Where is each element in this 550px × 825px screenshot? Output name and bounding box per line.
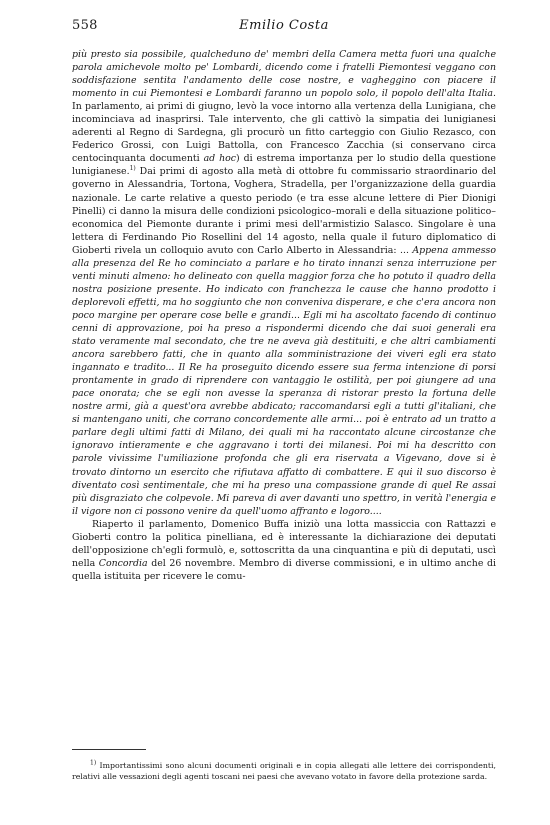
text-segment: Riaperto il parlamento, Domenico Buffa iniziò una lotta massiccia con Rattazzi e Gioberti contro la politica pinelliana, ed è interessante la dichiarazione dei deputati dell'opposizione ch'egli formulò, e, sottoscritta da una cinquantina e più di deputati, uscì nella	[72, 518, 496, 569]
text-segment: del 26 novembre. Membro di diverse commissioni, e in ultimo anche di quella istituita per ricevere le comu-	[72, 557, 496, 582]
italic-text-segment: ad hoc	[203, 153, 236, 165]
body-paragraph	[72, 518, 496, 583]
footnote-marker: 1)	[90, 759, 97, 767]
footnote-text: Importantissimi sono alcuni documenti originali e in copia allegati alle lettere dei corrispondenti, relativi alle vessazioni degli agenti toscani nei paesi che avevano votato in favore della protezione sarda.	[72, 761, 496, 781]
footnote-separator	[72, 749, 146, 750]
footnote	[72, 760, 496, 782]
footnote-reference: 1)	[129, 165, 136, 173]
text-segment: ) di estrema importanza per lo studio della questione lunigianese.	[72, 153, 496, 178]
italic-text-segment: Concordia	[98, 557, 148, 569]
footnote-paragraph	[72, 760, 496, 782]
running-head: Emilio Costa	[239, 18, 329, 33]
italic-text-segment: ... Appena ammesso alla presenza del Re ho cominciato a parlare e ho tirato innanzi senza interruzione per venti minuti almeno: ho delineato con quella maggior forza che ho potuto il quadro della nostra posizione presente. Ho indicato con franchezza le cause che hanno prodotto i deplorevoli effetti, ma ho soggiunto che non conveniva disperare, e che c'era ancora non poco margine per operare cose belle e grandi... Egli mi ha ascoltato facendo di continuo cenni di approvazione, poi ha preso a rispondermi dicendo che dai suoi generali era stato veramente mal secondato, che tre ne aveva già destituiti, e che altri cambiamenti ancora sarebbero fatti, che in quanto alla somministrazione dei viveri egli era stato ingannato e tradito... Il Re ha proseguito dicendo essere sua ferma intenzione di porsi prontamente in grado di riprendere con vantaggio le ostilità, per poi giungere ad una pace onorata; che se egli non avesse la speranza di ristorar presto la fortuna delle nostre armi, già a quest'ora avrebbe abdicato; raccomandarsi egli a tutti gl'italiani, che si mantengano uniti, che corrano concordemente alle armi... poi è entrato ad un tratto a parlare degli ultimi fatti di Milano, dei quali mi ha raccontato alcune circostanze che ignoravo intieramente e che aggravano i torti dei milanesi. Poi mi ha descritto con parole vivissime l'umiliazione profonda che gli era riservata a Vigevano, dove si è trovato dintorno un esercito che rifiutava affatto di combattere. E qui il suo discorso è diventato così sentimentale, che mi ha preso una compassione grande di quel Re assai più disgraziato che colpevole. Mi pareva di aver davanti uno spettro, in verità l'energia e il vigore non ci possono venire da quell'uomo affranto e logoro....	[72, 244, 496, 517]
body-text	[72, 48, 496, 583]
page-number: 558	[72, 18, 98, 33]
text-segment: Dai primi di agosto alla metà di ottobre fu commissario straordinario del governo in Alessandria, Tortona, Voghera, Stradella, per l'organizzazione della guardia nazionale. Le carte relative a questo periodo (e tra esse alcune lettere di Pier Dionigi Pinelli) ci danno la misura delle condizioni psicologico–morali e della situazione politico–economica del Piemonte durante i primi mesi dell'armistizio Salasco. Singolare è una lettera di Ferdinando Pio Rosellini del 14 agosto, nella quale il futuro diplomatico di Gioberti rivela un colloquio avuto con Carlo Alberto in Alessandria:	[72, 166, 496, 256]
italic-text-segment: più presto sia possibile, qualcheduno de' membri della Camera metta fuori una qualche parola amichevole molto pe' Lombardi, dicendo come i fratelli Piemontesi veggano con soddisfazione sentita l'andamento delle cose nostre, e vagheggino con piacere il momento in cui Piemontesi e Lombardi faranno un popolo solo, il popolo dell'alta Italia.	[72, 49, 496, 100]
body-paragraph	[72, 48, 496, 518]
text-segment: In parlamento, ai primi di giugno, levò la voce intorno alla vertenza della Lunigiana, che incominciava ad inasprirsi. Tale intervento, che gli cattivò la simpatia dei lunigianesi aderenti al Regno di Sardegna, gli procurò un fitto carteggio con Giulio Rezasco, con Federico Grossi, con Luigi Battolla, con Francesco Zacchia (si conservano circa centocinquanta documenti	[72, 101, 496, 165]
page-header	[72, 18, 496, 34]
